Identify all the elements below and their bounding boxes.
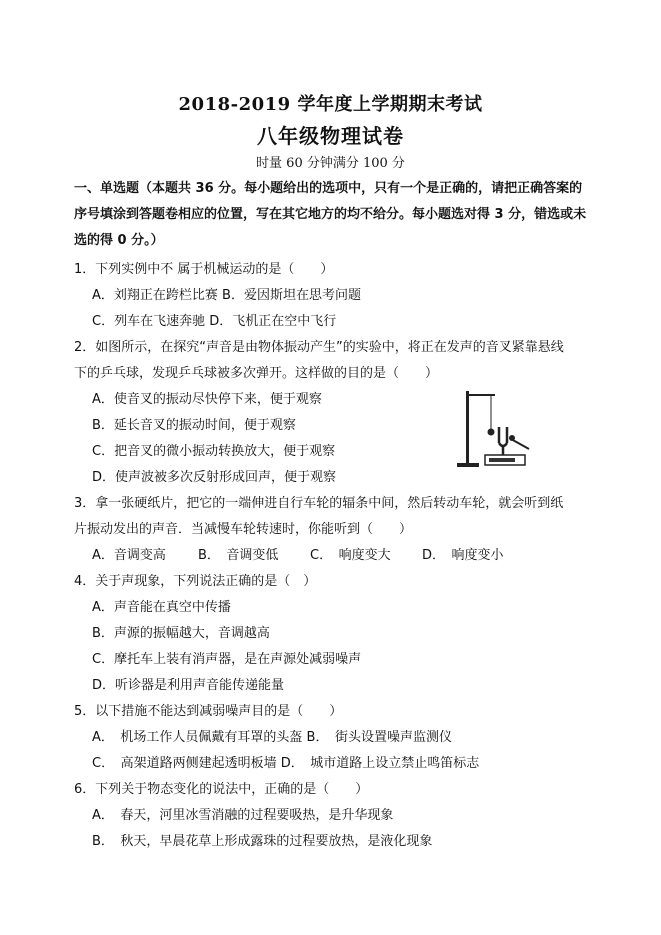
question-2-stem-line-1: 2．如图所示，在探究“声音是由物体振动产生”的实验中，将正在发声的音叉紧靠悬线 xyxy=(74,340,564,355)
section-instruction: 一、单选题（本题共 36 分。每小题给出的选项中，只有一个是正确的，请把正确答案的序号填涂到答题卷相应的位置，写在其它地方的均不给分。每小题选对得 3 分，错选或未选的得 0 分。） xyxy=(74,181,587,248)
question-1-options-cd: C．列车在飞速奔驰 D．飞机正在空中飞行 xyxy=(92,314,337,329)
question-3-options xyxy=(92,544,504,563)
question-4-option-d: D．听诊器是利用声音能传递能量 xyxy=(92,678,285,693)
question-3-option-d: D． 响度变小 xyxy=(422,548,504,563)
question-3-stem-line-2: 片振动发出的声音．当减慢车轮转速时，你能听到（ ） xyxy=(74,522,413,537)
question-6-option-b: B． 秋天，早晨花草上形成露珠的过程要放热，是液化现象 xyxy=(92,834,433,849)
question-4-option-b: B．声源的振幅越大，音调越高 xyxy=(92,626,270,641)
exam-subject: 八年级物理试卷 xyxy=(257,124,404,148)
question-1-stem: 1．下列实例中不 属于机械运动的是（ ） xyxy=(74,262,334,277)
exam-info: 时量 60 分钟满分 100 分 xyxy=(256,156,405,171)
question-5-options-cd: C． 高架道路两侧建起透明板墙 D． 城市道路上设立禁止鸣笛标志 xyxy=(92,756,480,771)
question-1-options-ab: A．刘翔正在跨栏比赛 B．爱因斯坦在思考问题 xyxy=(92,288,361,303)
question-5-stem: 5．以下措施不能达到减弱噪声目的是（ ） xyxy=(74,704,343,719)
tuning-fork-figure xyxy=(455,385,550,473)
question-3-option-c: C． 响度变大 xyxy=(310,548,391,563)
question-2-stem-line-2: 下的乒乓球，发现乒乓球被多次弹开。这样做的目的是（ ） xyxy=(74,366,439,381)
question-2-option-b: B．延长音叉的振动时间，便于观察 xyxy=(92,418,296,433)
question-4-stem: 4．关于声现象，下列说法正确的是（ ） xyxy=(74,574,317,589)
question-5-options-ab: A． 机场工作人员佩戴有耳罩的头盔 B． 街头设置噪声监测仪 xyxy=(92,730,452,745)
question-2-option-d: D．使声波被多次反射形成回声，便于观察 xyxy=(92,470,337,485)
question-4-option-a: A．声音能在真空中传播 xyxy=(92,600,231,615)
question-4-option-c: C．摩托车上装有消声器，是在声源处减弱噪声 xyxy=(92,652,362,667)
question-3-stem-line-1: 3．拿一张硬纸片，把它的一端伸进自行车轮的辐条中间，然后转动车轮，就会听到纸 xyxy=(74,496,564,511)
question-6-option-a: A． 春天，河里冰雪消融的过程要吸热，是升华现象 xyxy=(92,808,394,823)
question-3-option-a: A．音调变高 xyxy=(92,548,166,563)
question-2-option-a: A．使音叉的振动尽快停下来，便于观察 xyxy=(92,392,322,407)
question-2-option-c: C．把音叉的微小振动转换放大，便于观察 xyxy=(92,444,336,459)
question-3-option-b: B． 音调变低 xyxy=(198,548,279,563)
exam-title: 2018-2019 学年度上学期期末考试 xyxy=(178,94,483,115)
question-6-stem: 6．下列关于物态变化的说法中，正确的是（ ） xyxy=(74,782,369,797)
